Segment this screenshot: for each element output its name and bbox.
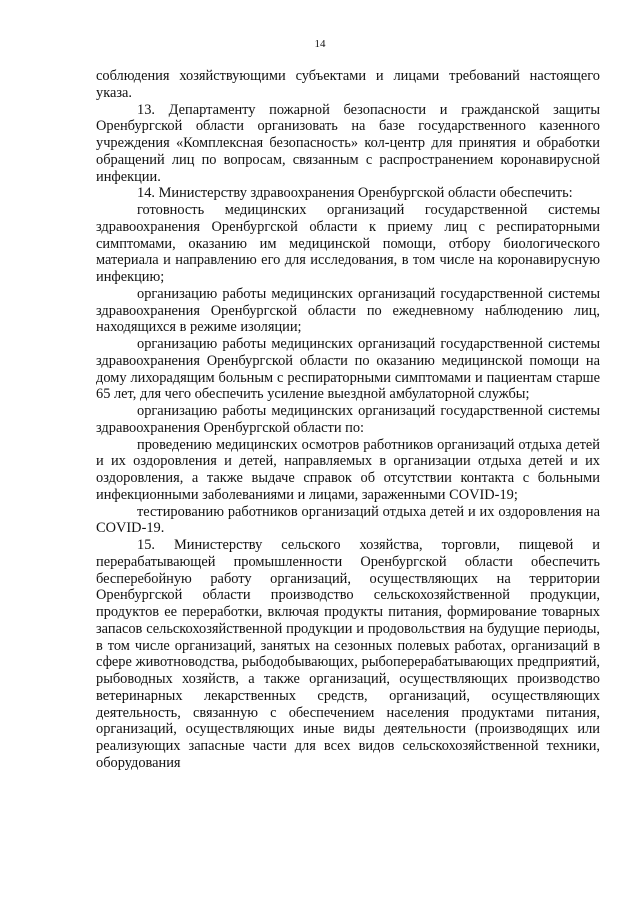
document-body [96, 68, 600, 772]
paragraph-medical-examinations: проведению медицинских осмотров работников организаций отдыха детей и их оздоровления и детей, направляемых в организации отдыха детей и их оздоровления, а также выдаче справок об отсутствии контакта с больными инфекционными заболеваниями и лицами, зараженными COVID-19; [96, 436, 600, 503]
paragraph-testing: тестированию работников организаций отдыха детей и их оздоровления на COVID-19. [96, 503, 600, 537]
paragraph-readiness: готовность медицинских организаций государственной системы здравоохранения Оренбургской области к приему лиц с респираторными симптомами, оказанию им медицинской помощи, отбору биологического материала и направлению его для исследования, в том числе на коронавирусную инфекцию; [96, 202, 600, 285]
paragraph-home-care: организацию работы медицинских организаций государственной системы здравоохранения Оренбургской области по оказанию медицинской помощи на дому лихорадящим больным с респираторными симптомами и пациентам старше 65 лет, для чего обеспечить усиление выездной амбулаторной службы; [96, 336, 600, 403]
paragraph-item-15: 15. Министерству сельского хозяйства, торговли, пищевой и перерабатывающей промышленности Оренбургской области обеспечить бесперебойную работу организаций, осуществляющих на территории Оренбургской области производство сельскохозяйственной продукции, продуктов ее переработки, включая продукты питания, формирование товарных запасов сельскохозяйственной продукции и продовольствия на будущие периоды, в том числе организаций, занятых на сезонных полевых работах, организаций в сфере животноводства, рыбодобывающих, рыбоперерабатывающих предприятий, рыбоводных хозяйств, а также организаций, осуществляющих производство ветеринарных лекарственных средств, организаций, осуществляющих деятельность, связанную с обеспечением населения продуктами питания, организаций, осуществляющих иные виды деятельности (производящих или реализующих запасные части для всех видов сельскохозяйственной техники, оборудования [96, 537, 600, 771]
paragraph-continuation: соблюдения хозяйствующими субъектами и лицами требований настоящего указа. [96, 68, 600, 101]
page-number: 14 [314, 38, 326, 50]
paragraph-organization-by: организацию работы медицинских организаций государственной системы здравоохранения Оренбургской области по: [96, 403, 600, 436]
paragraph-isolation-monitoring: организацию работы медицинских организаций государственной системы здравоохранения Оренбургской области по ежедневному наблюдению лиц, находящихся в режиме изоляции; [96, 285, 600, 336]
paragraph-item-13: 13. Департаменту пожарной безопасности и гражданской защиты Оренбургской области организовать на базе государственного казенного учреждения «Комплексная безопасность» кол-центр для принятия и обработки обращений лиц по вопросам, связанным с распространением коронавирусной инфекции. [96, 101, 600, 185]
paragraph-item-14: 14. Министерству здравоохранения Оренбургской области обеспечить: [137, 185, 573, 202]
